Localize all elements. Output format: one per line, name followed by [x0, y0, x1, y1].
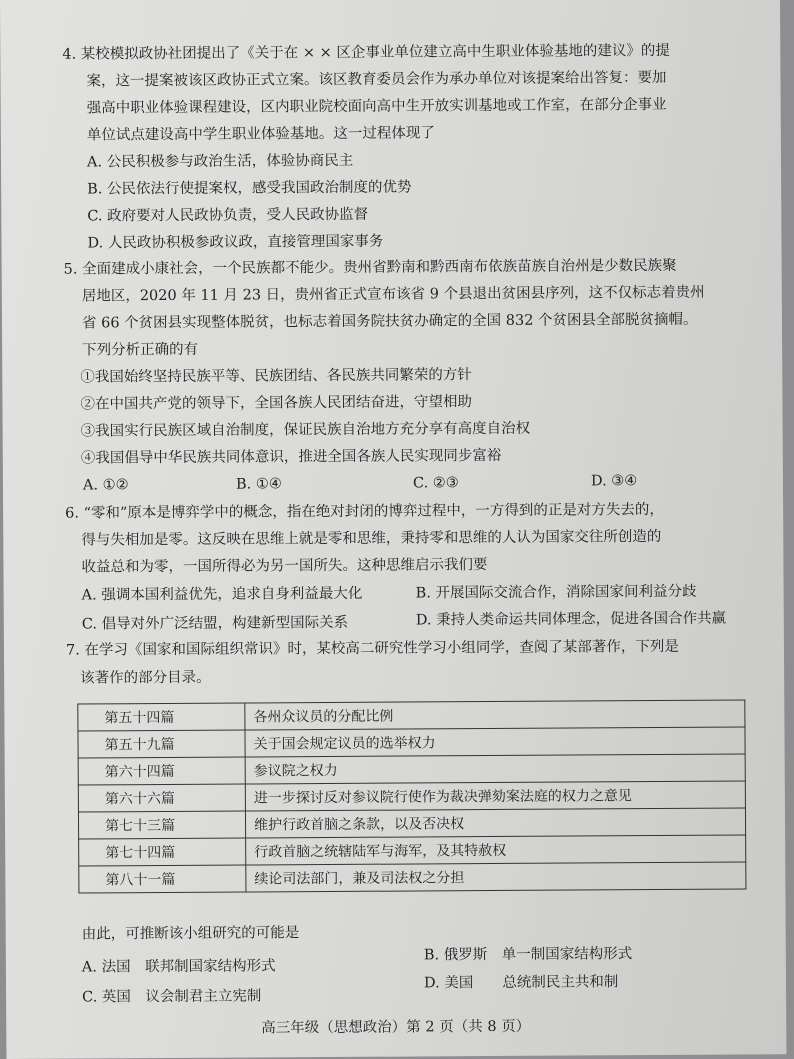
chapter-number: 第八十一篇: [79, 865, 246, 893]
chapter-number: 第五十四篇: [78, 703, 245, 731]
chapter-title: 行政首脑之统辖陆军与海军，及其特赦权: [246, 835, 746, 865]
q5-item-1: ①我国始终坚持民族平等、民族团结、各民族共同繁荣的方针: [80, 367, 472, 386]
q4-option-a: A. 公民积极参与政治生活，体验协商民主: [86, 152, 354, 171]
q7-line-2: 该著作的部分目录。: [80, 669, 211, 687]
q5-option-c: C. ②③: [412, 475, 459, 492]
table-row: [78, 727, 745, 758]
table-row: [78, 781, 745, 812]
q5-option-a: A. ①②: [82, 477, 129, 494]
q6-option-b: B. 开展国际交流合作，消除国家间利益分歧: [415, 583, 697, 602]
q7-option-d: D. 美国 总统制民主共和制: [423, 974, 619, 992]
q5-line-1: 5. 全面建成小康社会，一个民族都不能少。贵州省黔南和黔西南布依族苗族自治州是少数民族聚: [63, 257, 677, 278]
q6-line-2: 得与失相加是零。这反映在思维上就是零和思维，秉持零和思维的人认为国家交往所创造的: [81, 528, 662, 549]
q4-line-4: 单位试点建设高中学生职业体验基地。这一过程体现了: [86, 125, 435, 144]
q7-question-stem: 由此，可推断该小组研究的可能是: [81, 925, 300, 943]
q4-line-3: 强高中职业体验课程建设，区内职业院校面向高中生开放实训基地或工作室，在部分企事业: [86, 96, 667, 117]
q5-item-3: ③我国实行民族区域自治制度，保证民族自治地方充分享有高度自治权: [80, 420, 531, 440]
q4-line-2: 案，这一提案被该区政协正式立案。该区教育委员会作为承办单位对该提案给出答复：要加: [86, 69, 667, 90]
q5-item-4: ④我国倡导中华民族共同体意识，推进全国各族人民实现同步富裕: [80, 447, 502, 467]
q4-line-1: 4. 某校模拟政协社团提出了《关于在 × × 区企事业单位建立高中生职业体验基地的建议》的提: [62, 42, 670, 63]
q5-item-2: ②在中国共产党的领导下，全国各族人民团结奋进，守望相助: [80, 394, 473, 413]
q7-option-c: C. 英国 议会制君主立宪制: [82, 988, 262, 1006]
table-of-contents: [77, 699, 746, 893]
chapter-title: 续论司法部门，兼及司法权之分担: [246, 862, 746, 892]
chapter-title: 各州众议员的分配比例: [245, 700, 745, 730]
chapter-number: 第五十九篇: [78, 730, 245, 758]
chapter-number: 第六十四篇: [78, 757, 245, 785]
chapter-number: 第七十三篇: [78, 811, 245, 839]
q4-option-c: C. 政府要对人民政协负责，受人民政协监督: [87, 206, 369, 225]
q6-option-d: D. 秉持人类命运共同体理念，促进各国合作共赢: [415, 610, 727, 629]
q5-option-d: D. ③④: [590, 473, 638, 490]
chapter-number: 第七十四篇: [79, 838, 246, 866]
q6-line-1: 6. “零和”原本是博弈学中的概念，指在绝对封闭的博弈过程中，一方得到的正是对方失去的，: [65, 501, 664, 522]
table-row: [78, 754, 745, 785]
page-footer: 高三年级（思想政治）第 2 页（共 8 页）: [261, 1018, 531, 1037]
q7-option-a: A. 法国 联邦制国家结构形式: [81, 958, 276, 976]
q5-option-b: B. ①④: [235, 476, 282, 493]
q7-line-1: 7. 在学习《国家和国际组织常识》时，某校高二研究性学习小组同学，查阅了某部著作，下列是: [65, 638, 679, 659]
q4-option-b: B. 公民依法行使提案权，感受我国政治制度的优势: [87, 179, 412, 198]
chapter-title: 进一步探讨反对参议院行使作为裁决弹劾案法庭的权力之意见: [245, 781, 745, 811]
table-row: [79, 835, 746, 866]
q6-option-c: C. 倡导对外广泛结盟，构建新型国际关系: [81, 614, 349, 633]
chapter-number: 第六十六篇: [78, 784, 245, 812]
table-row: [78, 808, 745, 839]
table-row: [78, 700, 745, 731]
q4-option-d: D. 人民政协积极参政议政，直接管理国家事务: [87, 233, 384, 252]
q6-option-a: A. 强调本国利益优先，追求自身利益最大化: [81, 585, 363, 604]
chapter-title: 参议院之权力: [245, 754, 745, 784]
q5-line-4: 下列分析正确的有: [82, 341, 199, 359]
chapter-title: 关于国会规定议员的选举权力: [245, 727, 745, 757]
q5-line-2: 居地区，2020 年 11 月 23 日，贵州省正式宣布该省 9 个县退出贫困县序列，这不仅标志着贵州: [81, 284, 705, 305]
q7-option-b: B. 俄罗斯 单一制国家结构形式: [423, 946, 633, 964]
q5-line-3: 省 66 个贫困县实现整体脱贫，也标志着国务院扶贫办确定的全国 832 个贫困县全部脱贫摘帽。: [81, 311, 698, 332]
q6-line-3: 收益总和为零，一国所得必为另一国所失。这种思维启示我们要: [81, 557, 488, 576]
table-row: [79, 862, 746, 893]
chapter-title: 维护行政首脑之条款，以及否决权: [245, 808, 745, 838]
